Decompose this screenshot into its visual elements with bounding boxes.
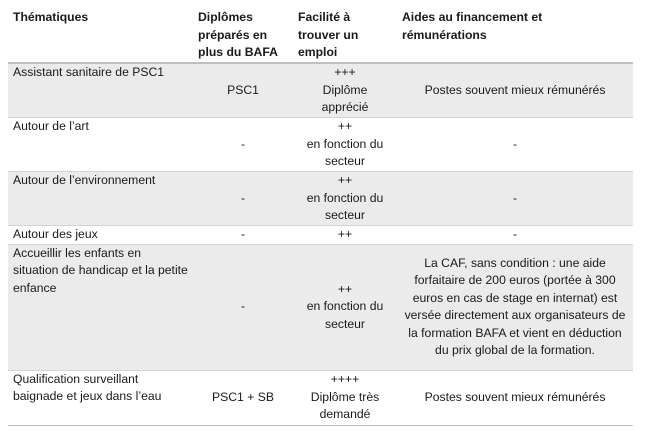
theme-cell: Autour de l’environnement — [8, 172, 193, 226]
table-row — [8, 370, 633, 425]
aides-cell: Postes souvent mieux rémunérés — [397, 63, 633, 118]
table-row — [8, 118, 633, 172]
theme-cell: Qualification surveillant baignade et jeux dans l’eau — [8, 370, 193, 425]
table-row — [8, 226, 633, 245]
theme-cell: Autour des jeux — [8, 226, 193, 245]
facilite-rating: ++ en fonction du secteur — [306, 281, 384, 331]
theme-cell: Assistant sanitaire de PSC1 — [8, 63, 193, 118]
facilite-cell — [293, 118, 397, 172]
diplomes-cell: - — [193, 244, 293, 370]
facilite-rating: ++ en fonction du secteur — [306, 173, 384, 223]
table-row — [8, 63, 633, 118]
header-aides: Aides au financement et rémunérations — [397, 6, 633, 63]
theme-cell: Accueillir les enfants en situation de handicap et la petite enfance — [8, 244, 193, 370]
header-row — [8, 6, 633, 63]
table-row — [8, 172, 633, 226]
header-facilite: Facilité à trouver un emploi — [293, 6, 397, 63]
diplomes-cell: - — [193, 226, 293, 245]
aides-cell: - — [397, 118, 633, 172]
facilite-cell — [293, 370, 397, 425]
aides-cell: - — [397, 226, 633, 245]
diplomes-cell: - — [193, 118, 293, 172]
aides-cell: Postes souvent mieux rémunérés — [397, 370, 633, 425]
header-thematiques: Thématiques — [8, 6, 193, 63]
diplomes-cell: - — [193, 172, 293, 226]
facilite-cell — [293, 244, 397, 370]
facilite-rating: +++ Diplôme apprécié — [321, 65, 369, 114]
facilite-cell — [293, 63, 397, 118]
theme-cell: Autour de l’art — [8, 118, 193, 172]
facilite-rating: ++++ Diplôme très demandé — [310, 372, 380, 422]
facilite-cell — [293, 172, 397, 226]
aides-cell: La CAF, sans condition : une aide forfaitaire de 200 euros (portée à 300 euros en cas de stage en internat) est versée directement aux organisateurs de la formation BAFA et vient en déduction du prix global de la formation. — [397, 244, 633, 370]
facilite-cell: ++ — [293, 226, 397, 245]
aides-cell: - — [397, 172, 633, 226]
header-diplomes: Diplômes préparés en plus du BAFA — [193, 6, 293, 63]
diplomes-cell: PSC1 — [193, 63, 293, 118]
diplomes-cell: PSC1 + SB — [193, 370, 293, 425]
table-row — [8, 244, 633, 370]
facilite-rating: ++ en fonction du secteur — [306, 119, 384, 169]
bafa-thematiques-table — [8, 6, 633, 426]
